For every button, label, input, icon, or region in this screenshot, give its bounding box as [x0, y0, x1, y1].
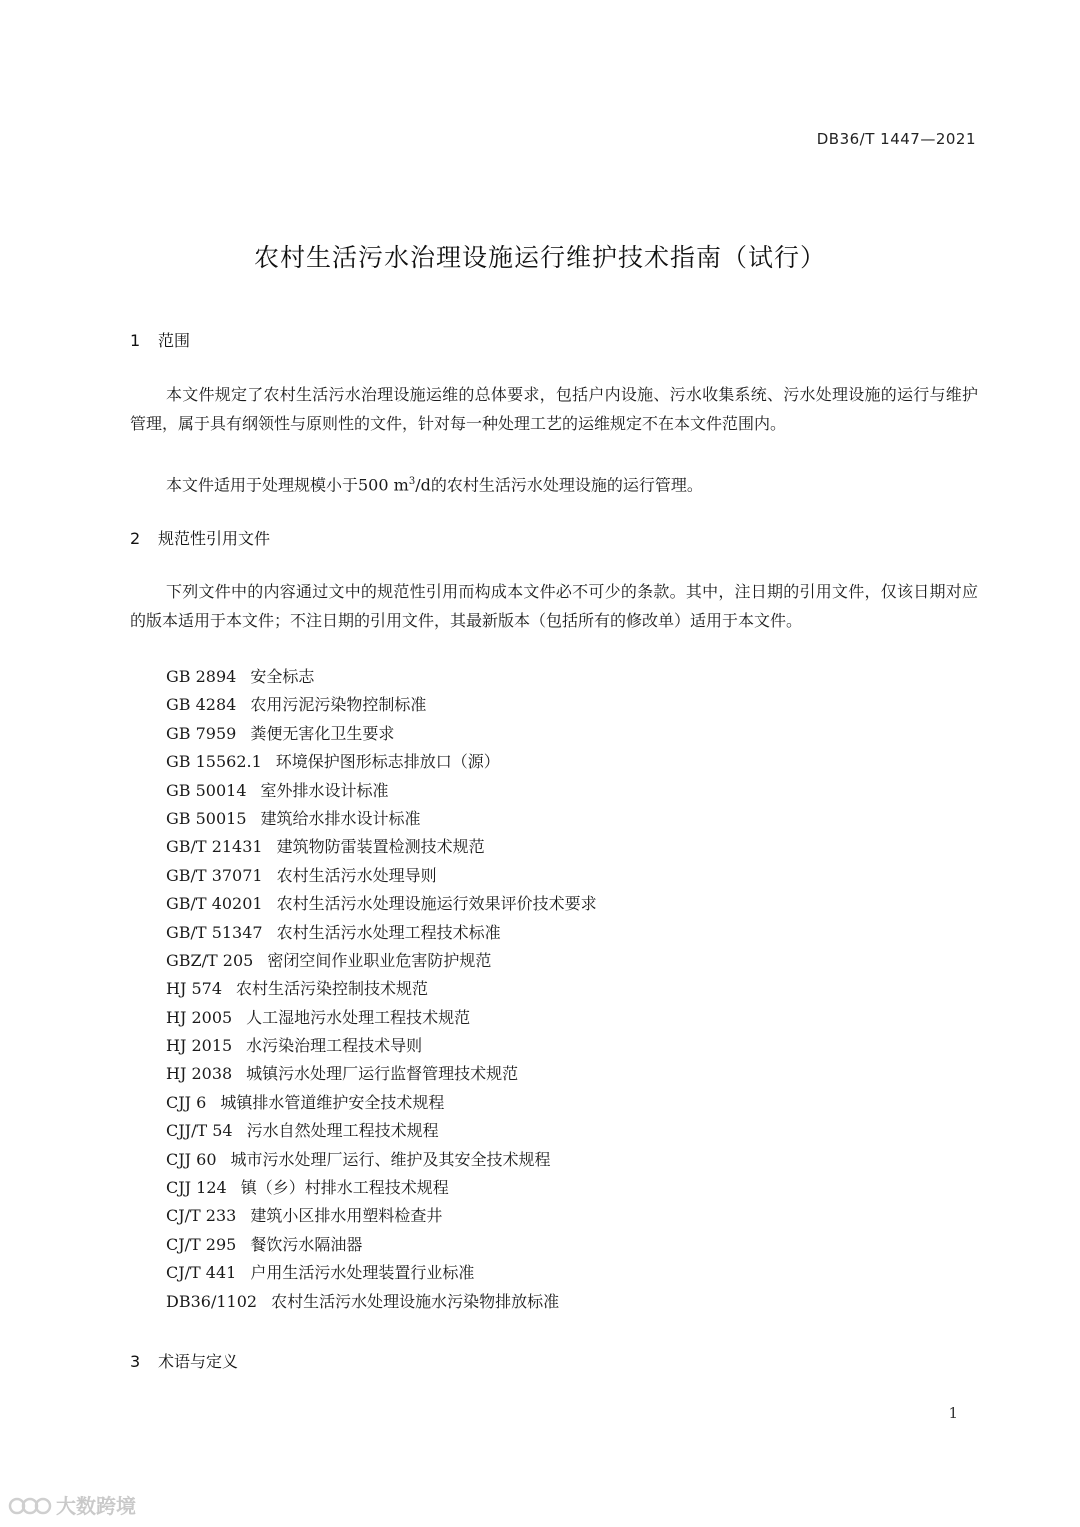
reference-code: CJ/T 233 — [166, 1206, 237, 1226]
reference-title: 建筑小区排水用塑料检查井 — [250, 1206, 443, 1226]
reference-item — [166, 1259, 597, 1287]
reference-item — [166, 663, 597, 691]
scale-text-before: 本文件适用于处理规模小于500 m — [166, 475, 409, 495]
section-number: 3 — [130, 1352, 141, 1371]
reference-code: DB36/1102 — [166, 1291, 258, 1311]
reference-title: 安全标志 — [250, 667, 315, 686]
reference-title: 农用污泥污染物控制标准 — [250, 695, 427, 715]
reference-code: GB 50015 — [166, 808, 247, 828]
reference-item — [166, 1231, 597, 1259]
section-title: 术语与定义 — [158, 1352, 239, 1371]
watermark — [8, 1490, 136, 1519]
reference-item — [166, 691, 597, 719]
reference-title: 镇（乡）村排水工程技术规程 — [240, 1178, 449, 1198]
reference-item — [166, 975, 597, 1003]
reference-title: 农村生活污水处理设施运行效果评价技术要求 — [276, 894, 597, 914]
reference-code: HJ 574 — [166, 979, 222, 999]
reference-item — [166, 862, 597, 890]
reference-title: 室外排水设计标准 — [260, 780, 389, 800]
reference-code: GB/T 21431 — [166, 837, 263, 857]
reference-code: GB 15562.1 — [166, 752, 262, 772]
reference-item — [166, 777, 597, 805]
brand-logo-icon — [8, 1492, 52, 1518]
reference-code: GB 50014 — [166, 780, 247, 800]
reference-title: 农村生活污水处理导则 — [276, 865, 437, 885]
section-2-heading — [130, 526, 270, 549]
reference-title: 城市污水处理厂运行、维护及其安全技术规程 — [230, 1149, 551, 1169]
scale-text-after: /d的农村生活污水处理设施的运行管理。 — [415, 475, 703, 495]
reference-item — [166, 1089, 597, 1117]
reference-item — [166, 1288, 597, 1316]
reference-item — [166, 1004, 597, 1032]
reference-title: 建筑物防雷装置检测技术规范 — [276, 837, 485, 857]
reference-item — [166, 805, 597, 833]
reference-item — [166, 1117, 597, 1145]
page-number: 1 — [948, 1404, 958, 1422]
reference-item — [166, 1146, 597, 1174]
watermark-text: 大数跨境 — [56, 1494, 136, 1518]
reference-item — [166, 748, 597, 776]
reference-code: CJJ 60 — [166, 1149, 217, 1169]
reference-code: GB/T 37071 — [166, 865, 263, 885]
reference-code: CJJ 6 — [166, 1092, 207, 1112]
reference-list — [166, 663, 597, 1316]
reference-code: HJ 2038 — [166, 1064, 233, 1084]
reference-title: 城镇污水处理厂运行监督管理技术规范 — [246, 1064, 519, 1084]
reference-title: 水污染治理工程技术导则 — [246, 1036, 423, 1056]
section-title: 范围 — [158, 331, 191, 350]
reference-code: CJJ/T 54 — [166, 1121, 233, 1141]
reference-item — [166, 890, 597, 918]
reference-code: CJJ 124 — [166, 1178, 227, 1198]
scope-paragraph: 本文件规定了农村生活污水治理设施运维的总体要求，包括户内设施、污水收集系统、污水处理设施的运行与维护管理，属于具有纲领性与原则性的文件，针对每一种处理工艺的运维规定不在本文件范围内。 — [130, 385, 978, 433]
reference-item — [166, 1032, 597, 1060]
reference-code: CJ/T 441 — [166, 1263, 237, 1283]
reference-code: GB 4284 — [166, 695, 237, 715]
reference-item — [166, 720, 597, 748]
reference-item — [166, 1202, 597, 1230]
reference-code: GBZ/T 205 — [166, 950, 254, 970]
reference-title: 污水自然处理工程技术规程 — [246, 1121, 439, 1141]
scope-applicability-paragraph — [130, 467, 978, 499]
document-code: DB36/T 1447—2021 — [816, 130, 976, 148]
reference-title: 户用生活污水处理装置行业标准 — [250, 1263, 475, 1283]
section-number: 1 — [130, 331, 141, 350]
reference-code: GB 7959 — [166, 723, 237, 743]
reference-item — [166, 833, 597, 861]
reference-item — [166, 1174, 597, 1202]
reference-code: HJ 2005 — [166, 1007, 233, 1027]
reference-title: 城镇排水管道维护安全技术规程 — [220, 1092, 445, 1112]
reference-title: 人工湿地污水处理工程技术规范 — [246, 1007, 471, 1027]
reference-title: 环境保护图形标志排放口（源） — [275, 752, 500, 772]
reference-title: 农村生活污水处理设施水污染物排放标准 — [271, 1291, 560, 1311]
reference-code: CJ/T 295 — [166, 1234, 237, 1254]
section-title: 规范性引用文件 — [158, 529, 271, 548]
reference-title: 餐饮污水隔油器 — [250, 1234, 363, 1254]
reference-code: GB/T 51347 — [166, 922, 263, 942]
cubic-superscript: 3 — [408, 476, 416, 487]
reference-title: 农村生活污染控制技术规范 — [236, 979, 429, 999]
reference-title: 农村生活污水处理工程技术标准 — [276, 922, 501, 942]
section-3-heading — [130, 1349, 238, 1372]
reference-item — [166, 919, 597, 947]
section-1-heading — [130, 328, 190, 351]
references-intro-paragraph: 下列文件中的内容通过文中的规范性引用而构成本文件必不可少的条款。其中，注日期的引用文件，仅该日期对应的版本适用于本文件；不注日期的引用文件，其最新版本（包括所有的修改单）适用于本文件。 — [130, 582, 978, 630]
section-number: 2 — [130, 529, 141, 548]
reference-item — [166, 947, 597, 975]
document-title: 农村生活污水治理设施运行维护技术指南（试行） — [253, 243, 826, 272]
reference-item — [166, 1060, 597, 1088]
reference-code: GB 2894 — [166, 667, 237, 686]
reference-title: 建筑给水排水设计标准 — [260, 808, 421, 828]
reference-title: 密闭空间作业职业危害防护规范 — [267, 950, 492, 970]
reference-title: 粪便无害化卫生要求 — [250, 723, 395, 743]
reference-code: HJ 2015 — [166, 1036, 233, 1056]
reference-code: GB/T 40201 — [166, 894, 263, 914]
